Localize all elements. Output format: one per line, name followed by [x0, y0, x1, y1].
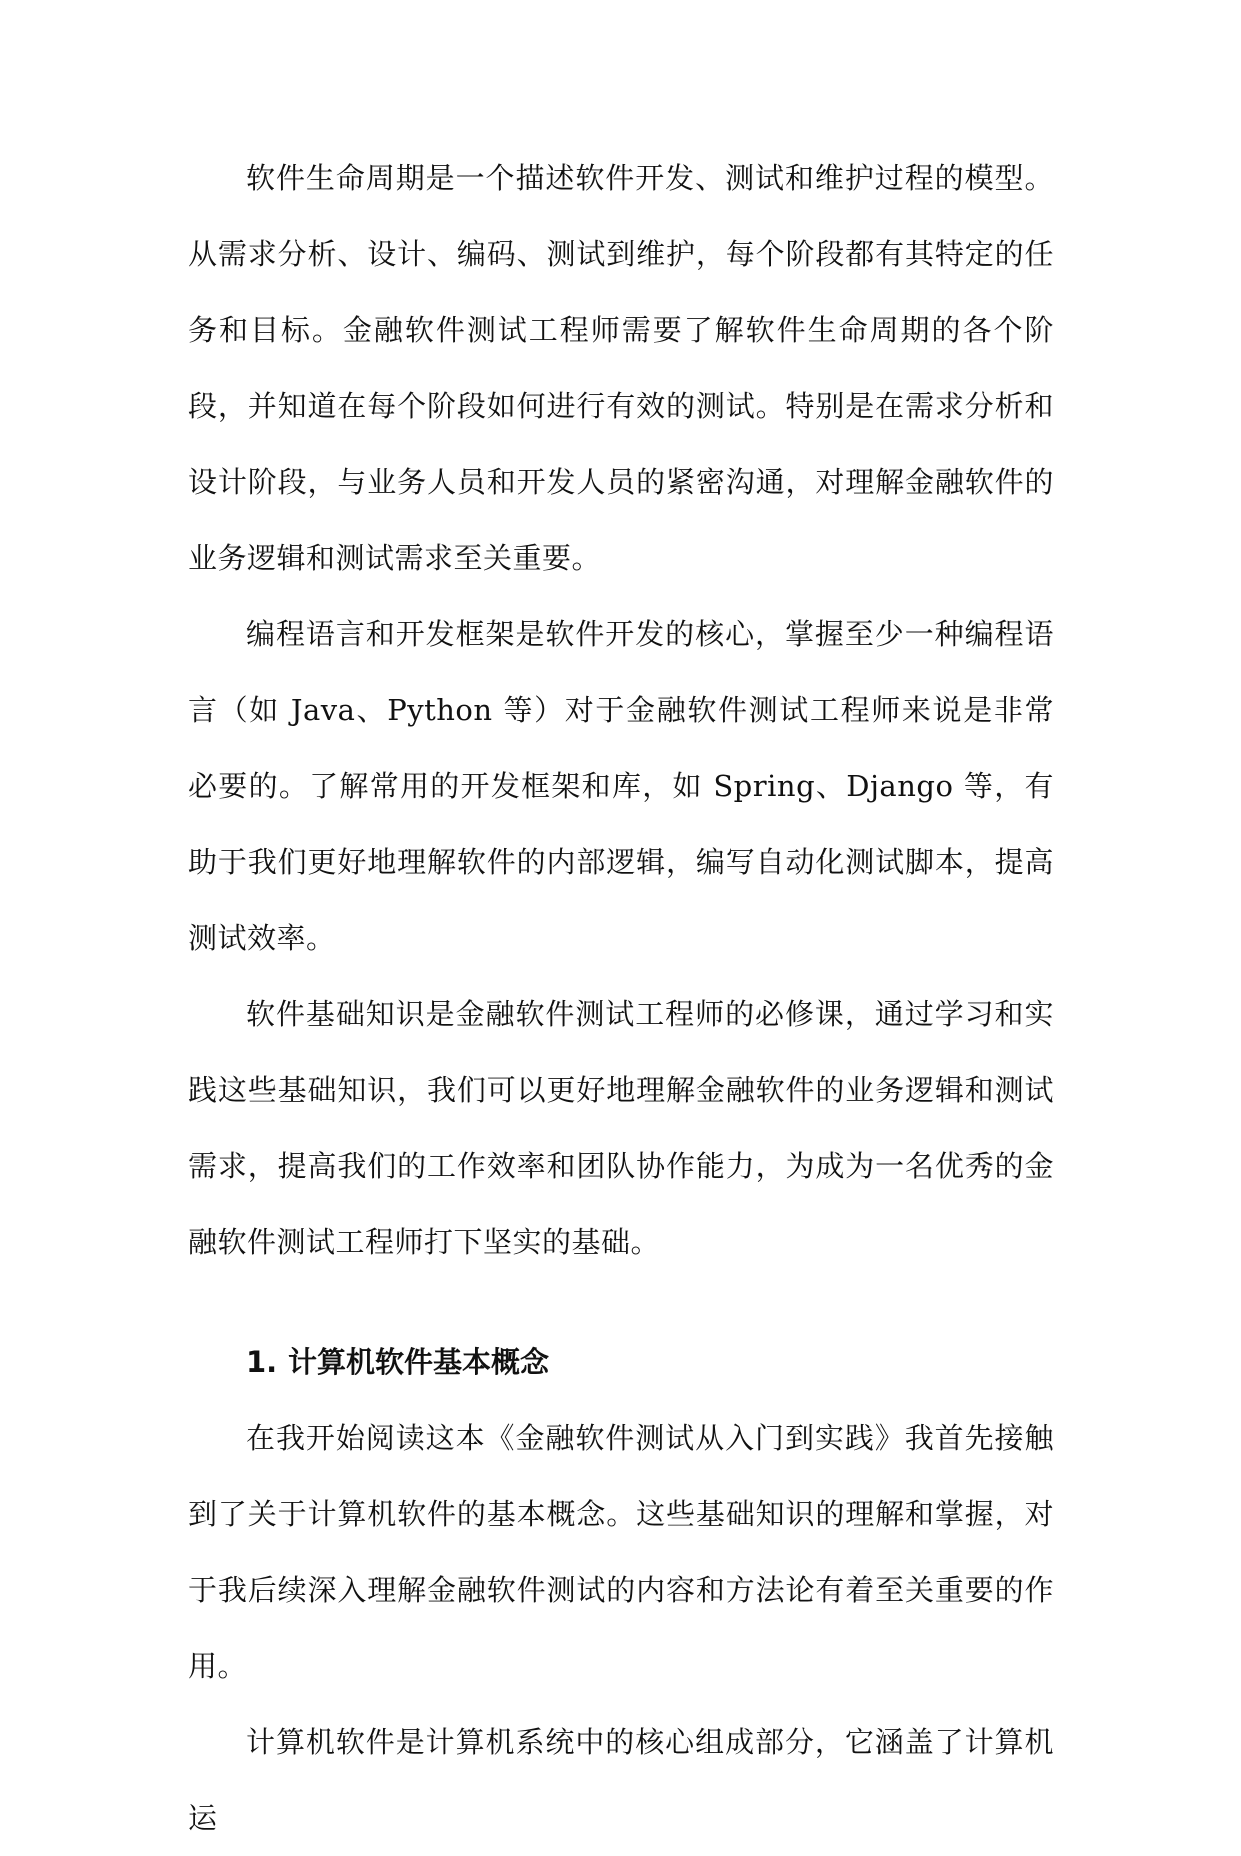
paragraph-software-basics: 软件基础知识是金融软件测试工程师的必修课，通过学习和实践这些基础知识，我们可以更好地理解金融软件的业务逻辑和测试需求，提高我们的工作效率和团队协作能力，为成为一名优秀的金融软件测试工程师打下坚实的基础。	[188, 997, 1054, 1259]
paragraph-software-lifecycle: 软件生命周期是一个描述软件开发、测试和维护过程的模型。从需求分析、设计、编码、测试到维护，每个阶段都有其特定的任务和目标。金融软件测试工程师需要了解软件生命周期的各个阶段，并知道在每个阶段如何进行有效的测试。特别是在需求分析和设计阶段，与业务人员和开发人员的紧密沟通，对理解金融软件的业务逻辑和测试需求至关重要。	[188, 161, 1054, 575]
paragraph-reading-intro: 在我开始阅读这本《金融软件测试从入门到实践》我首先接触到了关于计算机软件的基本概念。这些基础知识的理解和掌握，对于我后续深入理解金融软件测试的内容和方法论有着至关重要的作用。	[188, 1421, 1054, 1683]
document-page	[188, 140, 1054, 1856]
section-number: 1.	[246, 1345, 278, 1379]
paragraph-programming-languages: 编程语言和开发框架是软件开发的核心，掌握至少一种编程语言（如 Java、Python 等）对于金融软件测试工程师来说是非常必要的。了解常用的开发框架和库，如 Spring、Django 等，有助于我们更好地理解软件的内部逻辑，编写自动化测试脚本，提高测试效率。	[188, 617, 1054, 955]
section-heading	[188, 1324, 1054, 1400]
paragraph-software-definition: 计算机软件是计算机系统中的核心组成部分，它涵盖了计算机运	[188, 1725, 1054, 1835]
section-title: 计算机软件基本概念	[288, 1345, 550, 1379]
